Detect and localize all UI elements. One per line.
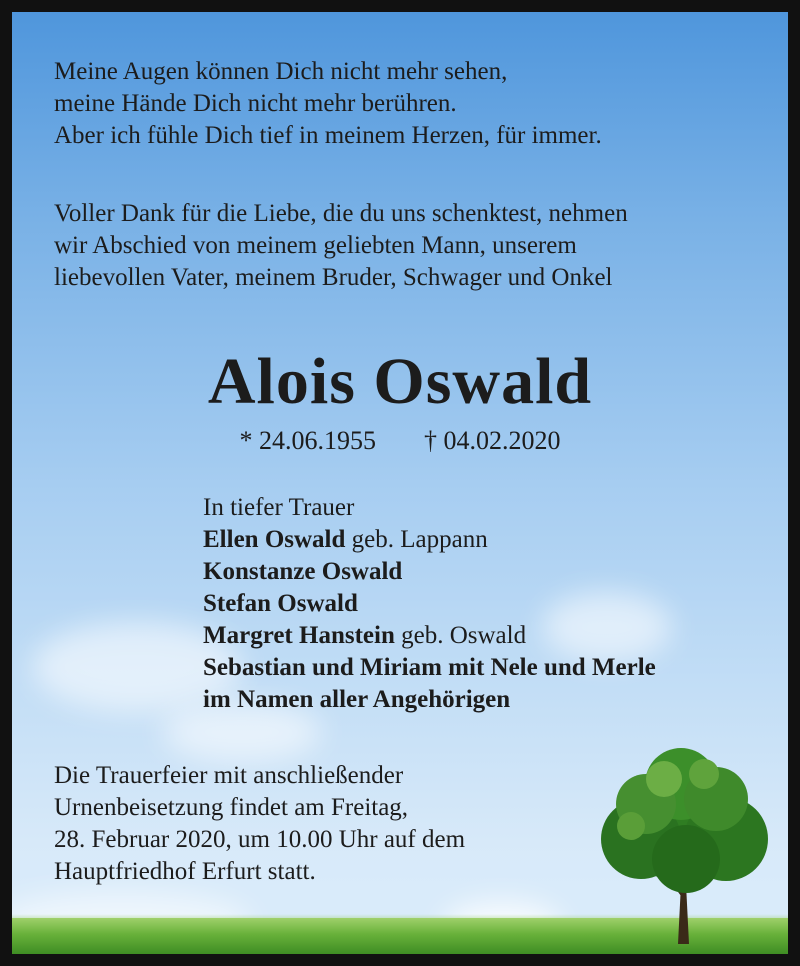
mourner-suffix: geb. Oswald: [394, 622, 527, 649]
mourner-suffix: geb. Lappann: [345, 526, 488, 553]
mourners-heading: In tiefer Trauer: [203, 494, 355, 521]
life-dates: [12, 424, 788, 458]
verse-line: meine Hände Dich nicht mehr berühren.: [54, 90, 457, 117]
mourner-entry: [203, 652, 656, 684]
farewell-intro: [54, 198, 628, 294]
mourner-entry: [203, 588, 656, 620]
ceremony-line: Die Trauerfeier mit anschließender: [54, 762, 404, 789]
mourner-name: Konstanze Oswald: [203, 558, 403, 585]
birth-date: * 24.06.1955: [239, 426, 376, 455]
mourner-name: Stefan Oswald: [203, 590, 358, 617]
ceremony-info: [54, 760, 465, 888]
mourner-entry: [203, 556, 656, 588]
mourners-list: [203, 492, 656, 716]
mourner-name: Ellen Oswald: [203, 526, 346, 553]
memorial-verse: [54, 56, 602, 152]
ceremony-line: 28. Februar 2020, um 10.00 Uhr auf dem: [54, 826, 466, 853]
mourner-entry: [203, 620, 656, 652]
intro-line: wir Abschied von meinem geliebten Mann, unserem: [54, 232, 577, 259]
mourner-name: Margret Hanstein: [203, 622, 395, 649]
death-date: † 04.02.2020: [424, 426, 561, 455]
intro-line: liebevollen Vater, meinem Bruder, Schwager und Onkel: [54, 264, 613, 291]
ceremony-line: Urnenbeisetzung findet am Freitag,: [54, 794, 409, 821]
mourner-entry: [203, 684, 656, 716]
intro-line: Voller Dank für die Liebe, die du uns schenktest, nehmen: [54, 200, 628, 227]
ceremony-line: Hauptfriedhof Erfurt statt.: [54, 858, 316, 885]
mourner-name: im Namen aller Angehörigen: [203, 686, 511, 713]
verse-line: Meine Augen können Dich nicht mehr sehen,: [54, 58, 508, 85]
tree-illustration: [586, 744, 776, 944]
verse-line: Aber ich fühle Dich tief in meinem Herzen, für immer.: [54, 122, 602, 149]
deceased-name: Alois Oswald: [207, 345, 593, 418]
mourner-name: Sebastian und Miriam mit Nele und Merle: [203, 654, 656, 681]
mourner-entry: [203, 524, 656, 556]
